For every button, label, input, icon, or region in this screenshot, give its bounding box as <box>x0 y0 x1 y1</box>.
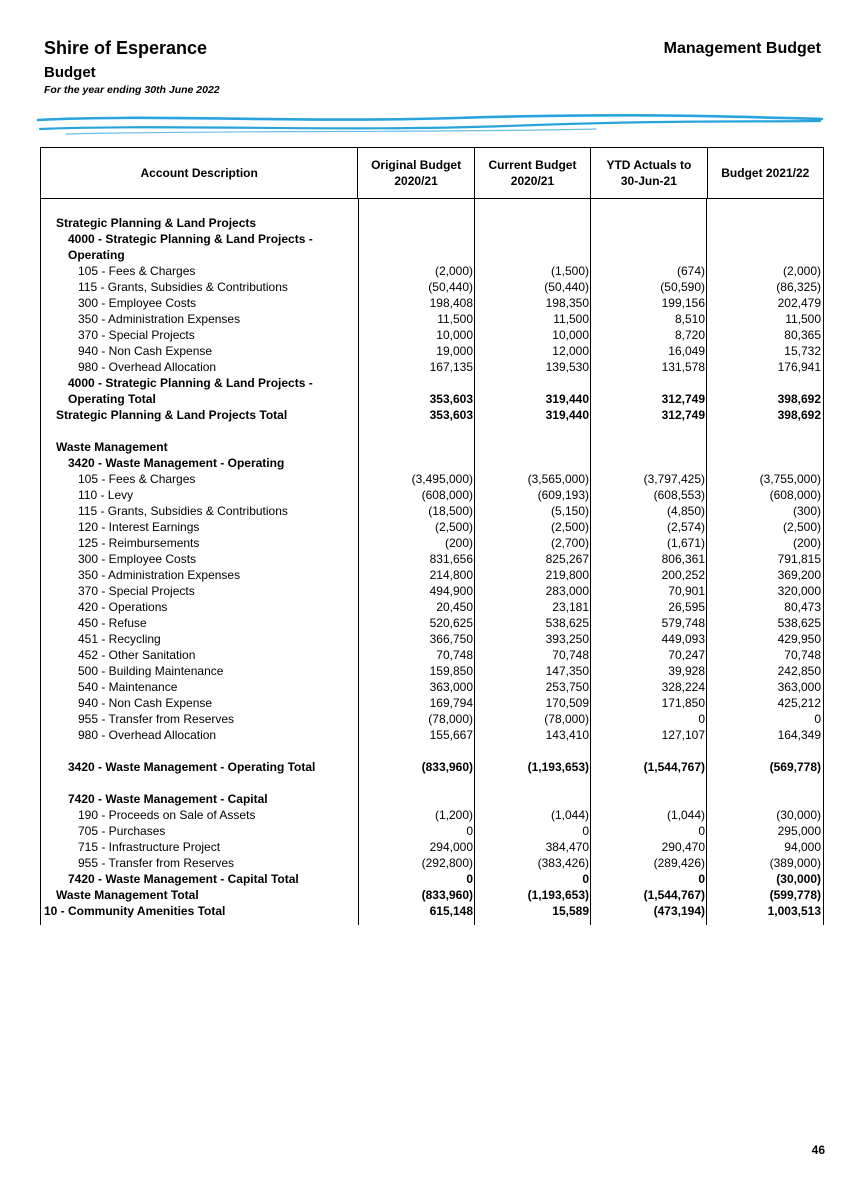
account-description: 300 - Employee Costs <box>78 296 197 310</box>
amount-cell: 384,470 <box>545 840 589 854</box>
amount-cell <box>590 231 706 247</box>
amount-cell: (292,800) <box>421 856 473 870</box>
account-description: Waste Management Total <box>56 888 199 902</box>
amount-cell: 312,749 <box>661 408 705 422</box>
amount-cell <box>590 215 706 231</box>
amount-cell <box>706 215 822 231</box>
amount-cell: (383,426) <box>537 856 589 870</box>
amount-cell: 0 <box>466 872 473 886</box>
amount-cell: (2,500) <box>550 520 589 534</box>
amount-cell: 198,350 <box>545 296 589 310</box>
amount-cell <box>706 791 822 807</box>
amount-cell: 320,000 <box>777 584 821 598</box>
account-description: 715 - Infrastructure Project <box>78 840 221 854</box>
amount-cell: 10,000 <box>436 328 473 342</box>
amount-cell: 15,589 <box>552 904 589 918</box>
amount-cell: (289,426) <box>653 856 705 870</box>
amount-cell <box>474 439 590 455</box>
amount-cell <box>474 247 590 263</box>
amount-cell: 831,656 <box>429 552 473 566</box>
amount-cell: (3,565,000) <box>527 472 589 486</box>
amount-cell <box>358 439 474 455</box>
account-description: 940 - Non Cash Expense <box>78 344 213 358</box>
amount-cell: (78,000) <box>428 712 473 726</box>
amount-cell: (4,850) <box>666 504 705 518</box>
amount-cell: (569,778) <box>769 760 821 774</box>
amount-cell: 0 <box>466 824 473 838</box>
account-description: 955 - Transfer from Reserves <box>78 856 235 870</box>
account-description: 110 - Levy <box>78 488 134 502</box>
amount-cell <box>474 375 590 391</box>
amount-cell: (1,193,653) <box>527 760 589 774</box>
account-description: 4000 - Strategic Planning & Land Projects - <box>68 376 313 390</box>
account-description: 10 - Community Amenities Total <box>44 904 226 918</box>
amount-cell <box>474 791 590 807</box>
amount-cell: 219,800 <box>545 568 589 582</box>
account-description: 540 - Maintenance <box>78 680 178 694</box>
amount-cell: 159,850 <box>429 664 473 678</box>
amount-cell: 170,509 <box>545 696 589 710</box>
document-subtitle: Budget <box>44 64 96 81</box>
table-header <box>40 147 824 199</box>
account-description: 705 - Purchases <box>78 824 166 838</box>
amount-cell: 0 <box>698 824 705 838</box>
amount-cell: (1,544,767) <box>643 888 705 902</box>
column-header-label: YTD Actuals to 30-Jun-21 <box>606 158 692 188</box>
amount-cell: 214,800 <box>429 568 473 582</box>
amount-cell: (1,200) <box>434 808 473 822</box>
account-description: 7420 - Waste Management - Capital Total <box>68 872 299 886</box>
column-header-account-description: Account Description <box>140 166 258 180</box>
account-description: 350 - Administration Expenses <box>78 312 241 326</box>
amount-cell <box>706 231 822 247</box>
amount-cell: 70,748 <box>784 648 821 662</box>
amount-cell: 11,500 <box>437 312 473 326</box>
amount-cell <box>706 375 822 391</box>
amount-cell: (50,440) <box>428 280 473 294</box>
amount-cell: 319,440 <box>545 408 589 422</box>
account-description: Strategic Planning & Land Projects <box>56 216 257 230</box>
amount-cell: 579,748 <box>661 616 705 630</box>
amount-cell: 0 <box>582 872 589 886</box>
amount-cell: 0 <box>814 712 821 726</box>
amount-cell: 393,250 <box>545 632 589 646</box>
amount-cell: (30,000) <box>776 872 821 886</box>
amount-cell: (833,960) <box>421 760 473 774</box>
amount-cell <box>474 455 590 471</box>
amount-cell: 295,000 <box>777 824 821 838</box>
amount-cell: (2,500) <box>434 520 473 534</box>
amount-cell: (3,755,000) <box>759 472 821 486</box>
amount-cell <box>358 375 474 391</box>
column-divider <box>706 199 707 925</box>
amount-cell <box>358 231 474 247</box>
amount-cell: (1,544,767) <box>643 760 705 774</box>
amount-cell: 11,500 <box>553 312 589 326</box>
amount-cell: (833,960) <box>421 888 473 902</box>
amount-cell: 19,000 <box>436 344 473 358</box>
amount-cell: 143,410 <box>545 728 589 742</box>
amount-cell: 791,815 <box>777 552 821 566</box>
amount-cell <box>358 455 474 471</box>
amount-cell: (2,000) <box>782 264 821 278</box>
amount-cell <box>474 231 590 247</box>
column-divider <box>590 199 591 925</box>
column-header-original-budget <box>357 148 473 198</box>
amount-cell: 94,000 <box>784 840 821 854</box>
amount-cell: 806,361 <box>661 552 705 566</box>
amount-cell: 70,901 <box>668 584 705 598</box>
account-description: 955 - Transfer from Reserves <box>78 712 235 726</box>
amount-cell: 538,625 <box>545 616 589 630</box>
amount-cell: 202,479 <box>777 296 821 310</box>
account-description: Strategic Planning & Land Projects Total <box>56 408 288 422</box>
account-description: 125 - Reimbursements <box>78 536 200 550</box>
amount-cell: 199,156 <box>661 296 705 310</box>
budget-table <box>40 147 824 925</box>
amount-cell: 363,000 <box>777 680 821 694</box>
amount-cell: (1,044) <box>666 808 705 822</box>
amount-cell <box>706 247 822 263</box>
column-header-label: Original Budget 2020/21 <box>371 158 462 188</box>
amount-cell: (50,590) <box>660 280 705 294</box>
account-description: 370 - Special Projects <box>78 328 195 342</box>
amount-cell: 1,003,513 <box>767 904 821 918</box>
amount-cell: 8,510 <box>674 312 705 326</box>
amount-cell: 171,850 <box>661 696 705 710</box>
column-divider <box>40 199 41 925</box>
amount-cell: 369,200 <box>777 568 821 582</box>
document-type: Management Budget <box>663 40 821 57</box>
amount-cell: 16,049 <box>668 344 705 358</box>
amount-cell: 20,450 <box>436 600 473 614</box>
amount-cell: (3,495,000) <box>411 472 473 486</box>
amount-cell <box>358 247 474 263</box>
amount-cell <box>590 375 706 391</box>
account-description: 3420 - Waste Management - Operating <box>68 456 285 470</box>
account-description: 370 - Special Projects <box>78 584 195 598</box>
amount-cell: 10,000 <box>552 328 589 342</box>
amount-cell: 11,500 <box>785 312 821 326</box>
amount-cell: 0 <box>698 872 705 886</box>
amount-cell: 429,950 <box>777 632 821 646</box>
amount-cell: 253,750 <box>545 680 589 694</box>
amount-cell: 825,267 <box>545 552 589 566</box>
amount-cell: 39,928 <box>668 664 705 678</box>
column-divider <box>474 199 475 925</box>
account-description: 115 - Grants, Subsidies & Contributions <box>78 280 288 294</box>
amount-cell: (608,000) <box>769 488 821 502</box>
amount-cell: 167,135 <box>429 360 473 374</box>
account-description: 115 - Grants, Subsidies & Contributions <box>78 504 288 518</box>
reporting-period: For the year ending 30th June 2022 <box>44 84 220 96</box>
amount-cell: 139,530 <box>545 360 589 374</box>
amount-cell: 127,107 <box>661 728 705 742</box>
account-description: Operating <box>68 248 125 262</box>
account-description: 190 - Proceeds on Sale of Assets <box>78 808 256 822</box>
column-divider <box>823 199 824 925</box>
amount-cell: 8,720 <box>674 328 705 342</box>
account-description: 120 - Interest Earnings <box>78 520 200 534</box>
account-description: 450 - Refuse <box>78 616 147 630</box>
amount-cell <box>590 455 706 471</box>
amount-cell <box>706 455 822 471</box>
amount-cell: 80,473 <box>784 600 821 614</box>
amount-cell: (50,440) <box>544 280 589 294</box>
amount-cell: 131,578 <box>661 360 705 374</box>
account-description: Waste Management <box>56 440 168 454</box>
amount-cell: (389,000) <box>769 856 821 870</box>
amount-cell <box>358 215 474 231</box>
amount-cell: (200) <box>444 536 473 550</box>
amount-cell: 294,000 <box>429 840 473 854</box>
amount-cell: 398,692 <box>777 408 821 422</box>
amount-cell: (1,500) <box>550 264 589 278</box>
amount-cell: (300) <box>792 504 821 518</box>
amount-cell: 363,000 <box>429 680 473 694</box>
amount-cell: 328,224 <box>661 680 705 694</box>
amount-cell: 494,900 <box>429 584 473 598</box>
amount-cell: (30,000) <box>776 808 821 822</box>
amount-cell: 70,247 <box>668 648 705 662</box>
amount-cell: 26,595 <box>668 600 705 614</box>
account-description: 980 - Overhead Allocation <box>78 728 217 742</box>
amount-cell: 155,667 <box>429 728 473 742</box>
organization-name: Shire of Esperance <box>44 38 208 58</box>
amount-cell: 283,000 <box>545 584 589 598</box>
amount-cell: 290,470 <box>661 840 705 854</box>
column-divider <box>358 199 359 925</box>
amount-cell: 200,252 <box>661 568 705 582</box>
amount-cell: 147,350 <box>545 664 589 678</box>
amount-cell: (473,194) <box>653 904 705 918</box>
amount-cell: 353,603 <box>429 392 473 406</box>
account-description: 105 - Fees & Charges <box>78 264 196 278</box>
amount-cell: 0 <box>582 824 589 838</box>
amount-cell: (3,797,425) <box>643 472 705 486</box>
amount-cell: 319,440 <box>545 392 589 406</box>
amount-cell: 15,732 <box>784 344 821 358</box>
amount-cell: (5,150) <box>550 504 589 518</box>
table-body <box>40 199 824 925</box>
amount-cell: 164,349 <box>777 728 821 742</box>
account-description: 105 - Fees & Charges <box>78 472 196 486</box>
account-description: 420 - Operations <box>78 600 168 614</box>
amount-cell: 169,794 <box>429 696 473 710</box>
amount-cell: (2,000) <box>434 264 473 278</box>
amount-cell: 0 <box>698 712 705 726</box>
amount-cell: (1,193,653) <box>527 888 589 902</box>
account-description: 451 - Recycling <box>78 632 161 646</box>
amount-cell: (599,778) <box>769 888 821 902</box>
amount-cell: 366,750 <box>429 632 473 646</box>
amount-cell: (1,671) <box>666 536 705 550</box>
account-description: 452 - Other Sanitation <box>78 648 196 662</box>
amount-cell: (609,193) <box>537 488 589 502</box>
account-description: 3420 - Waste Management - Operating Total <box>68 760 316 774</box>
amount-cell: 198,408 <box>429 296 473 310</box>
amount-cell: (2,574) <box>666 520 705 534</box>
amount-cell: 312,749 <box>661 392 705 406</box>
amount-cell: (18,500) <box>428 504 473 518</box>
account-description: 300 - Employee Costs <box>78 552 197 566</box>
amount-cell: 538,625 <box>777 616 821 630</box>
amount-cell: 615,148 <box>429 904 473 918</box>
account-description: 350 - Administration Expenses <box>78 568 241 582</box>
amount-cell: 353,603 <box>429 408 473 422</box>
amount-cell: (78,000) <box>544 712 589 726</box>
amount-cell: 23,181 <box>552 600 589 614</box>
column-header-budget-2021-22: Budget 2021/22 <box>707 148 823 198</box>
account-description: 980 - Overhead Allocation <box>78 360 217 374</box>
column-header-ytd-actuals <box>590 148 706 198</box>
column-header-current-budget <box>474 148 590 198</box>
amount-cell: 449,093 <box>661 632 705 646</box>
amount-cell: 12,000 <box>552 344 589 358</box>
amount-cell: 242,850 <box>777 664 821 678</box>
account-description: 4000 - Strategic Planning & Land Projects - <box>68 232 313 246</box>
amount-cell <box>706 439 822 455</box>
page-number: 46 <box>811 1143 825 1157</box>
account-description: 500 - Building Maintenance <box>78 664 224 678</box>
amount-cell: 80,365 <box>784 328 821 342</box>
amount-cell <box>590 791 706 807</box>
amount-cell: (674) <box>676 264 705 278</box>
amount-cell: (608,553) <box>653 488 705 502</box>
amount-cell: (86,325) <box>776 280 821 294</box>
brush-stroke-decoration <box>36 110 826 140</box>
amount-cell <box>358 791 474 807</box>
account-description: 940 - Non Cash Expense <box>78 696 213 710</box>
column-header-label: Current Budget 2020/21 <box>488 158 577 188</box>
amount-cell: 70,748 <box>436 648 473 662</box>
account-description: Operating Total <box>68 392 156 406</box>
amount-cell: 70,748 <box>552 648 589 662</box>
amount-cell: 398,692 <box>777 392 821 406</box>
amount-cell: 520,625 <box>429 616 473 630</box>
amount-cell <box>590 439 706 455</box>
amount-cell: (608,000) <box>421 488 473 502</box>
amount-cell <box>590 247 706 263</box>
amount-cell: 425,212 <box>777 696 821 710</box>
amount-cell: (2,500) <box>782 520 821 534</box>
account-description: 7420 - Waste Management - Capital <box>68 792 268 806</box>
amount-cell: (1,044) <box>550 808 589 822</box>
amount-cell: 176,941 <box>777 360 821 374</box>
amount-cell: (2,700) <box>550 536 589 550</box>
amount-cell: (200) <box>792 536 821 550</box>
amount-cell <box>474 215 590 231</box>
